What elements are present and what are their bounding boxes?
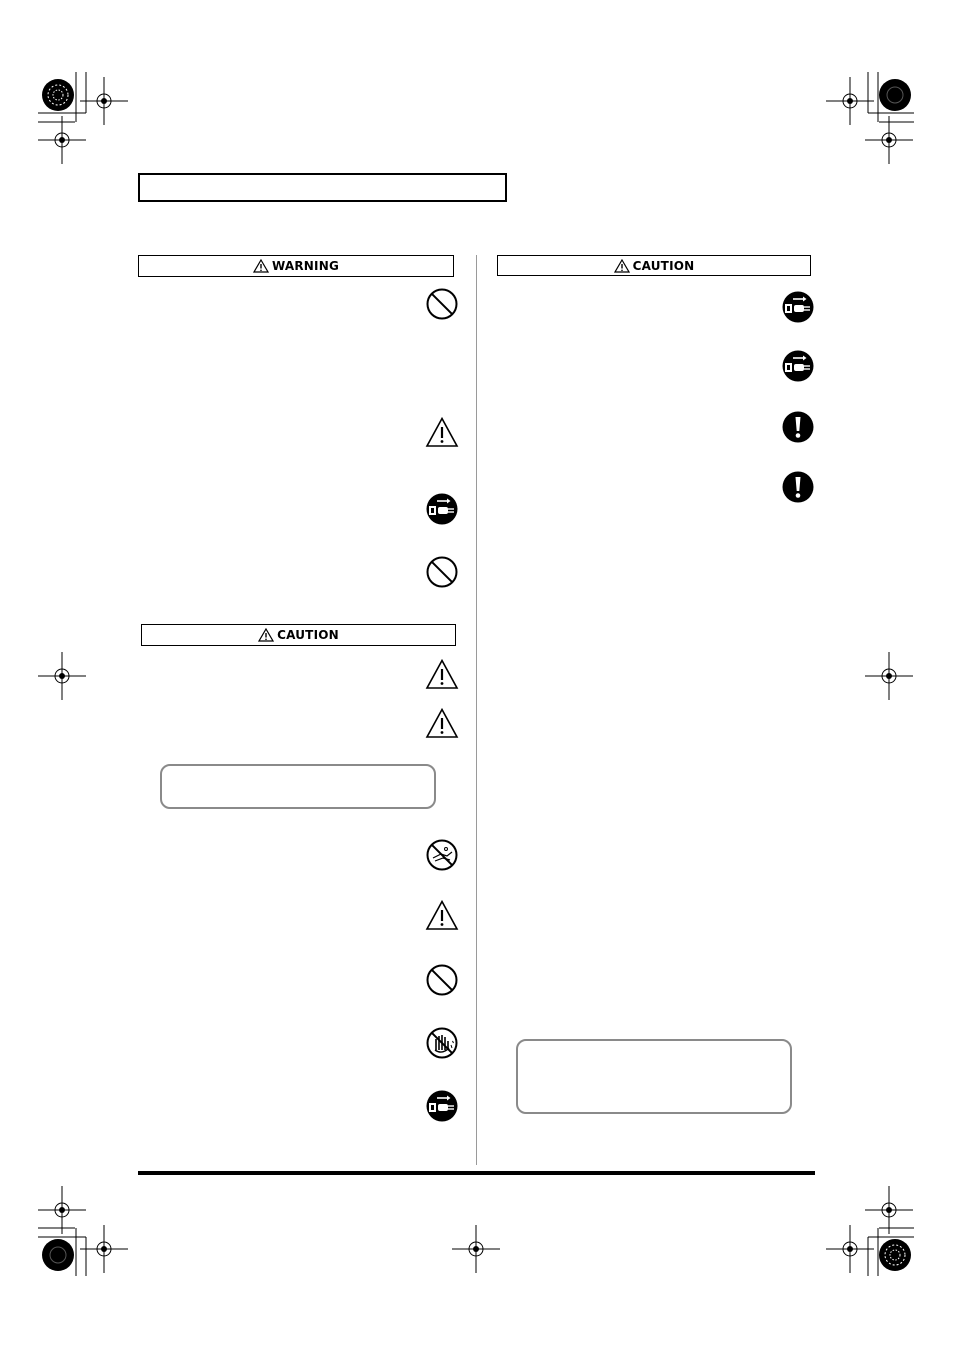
warning-triangle-icon: [253, 259, 269, 273]
note-box-right: [516, 1039, 792, 1114]
caution-header-right: [497, 255, 811, 276]
column-divider: [476, 255, 477, 1165]
footer-rule: [138, 1171, 815, 1175]
prohibited-icon: [425, 287, 459, 321]
prohibited-icon: [425, 963, 459, 997]
section-title-box: [138, 173, 507, 202]
warning-header-label: WARNING: [271, 259, 340, 273]
caution-triangle-icon: [425, 707, 459, 741]
caution-triangle-icon: [425, 658, 459, 692]
caution-header-left: [141, 624, 456, 646]
mandatory-exclamation-icon: [781, 410, 815, 444]
caution-triangle-icon: [425, 899, 459, 933]
prohibited-icon: [425, 555, 459, 589]
note-box-left: [160, 764, 436, 809]
unplug-icon: [781, 290, 815, 324]
caution-triangle-icon: [425, 416, 459, 450]
mandatory-exclamation-icon: [781, 470, 815, 504]
caution-header-label: CAUTION: [632, 258, 695, 273]
unplug-icon: [425, 492, 459, 526]
warning-triangle-icon: [258, 628, 274, 642]
wet-hands-prohibited-icon: [425, 1026, 459, 1060]
unplug-icon: [781, 349, 815, 383]
do-not-disassemble-icon: [425, 838, 459, 872]
warning-triangle-icon: [614, 259, 630, 273]
caution-header-label: CAUTION: [277, 628, 339, 642]
unplug-icon: [425, 1089, 459, 1123]
warning-header: [138, 255, 454, 277]
